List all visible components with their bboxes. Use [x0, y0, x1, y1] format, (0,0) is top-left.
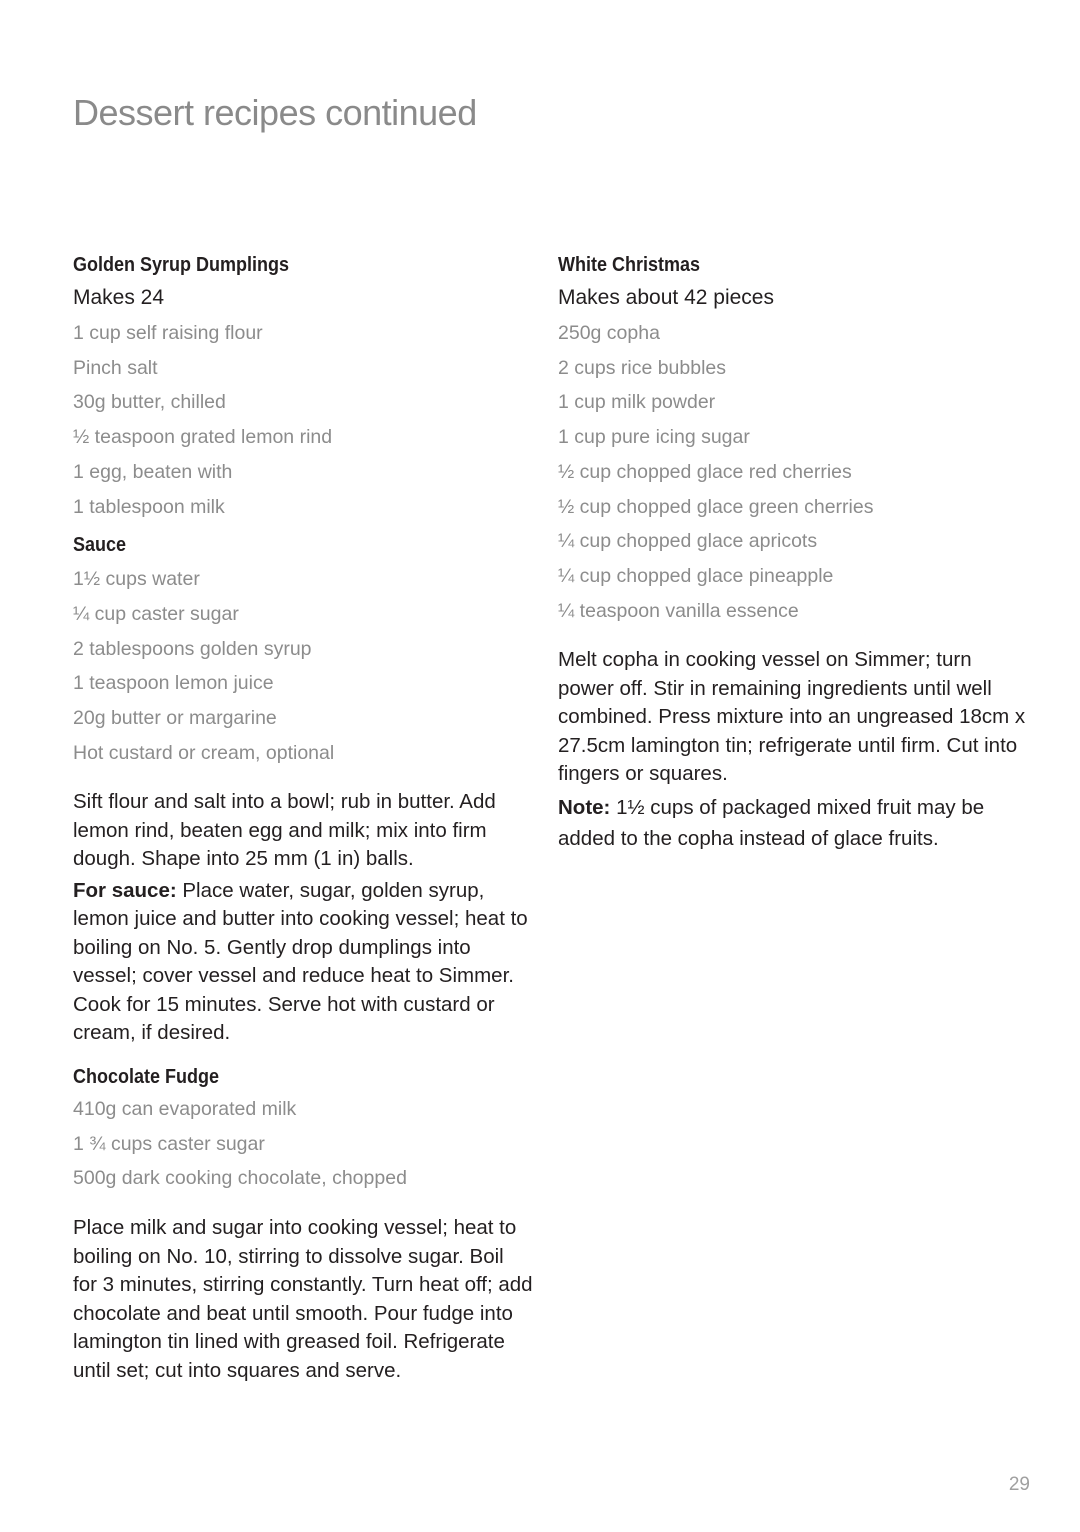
note-label: Note: [558, 795, 611, 819]
ingredient-item: 30g butter, chilled [73, 391, 226, 414]
ingredient-item: Pinch salt [73, 356, 158, 379]
note-text [558, 792, 1028, 854]
sauce-method-text [73, 877, 533, 1048]
recipe-yield: Makes 24 [73, 286, 165, 309]
ingredient-item: ¼ teaspoon vanilla essence [558, 599, 799, 622]
ingredient-item: ½ teaspoon grated lemon rind [73, 426, 333, 449]
sauce-method-label: For sauce: [73, 878, 177, 902]
ingredient-item: 1 teaspoon lemon juice [73, 672, 274, 695]
page-number: 29 [1008, 1474, 1030, 1495]
ingredient-item: 2 cups rice bubbles [558, 356, 727, 379]
ingredient-item: Hot custard or cream, optional [73, 741, 335, 764]
note-body: 1½ cups of packaged mixed fruit may be added to the copha instead of glace fruits. [558, 795, 985, 850]
ingredient-item: 410g can evaporated milk [73, 1097, 297, 1120]
ingredient-item: ½ cup chopped glace red cherries [558, 460, 852, 483]
method-text: Melt copha in cooking vessel on Simmer; turn power off. Stir in remaining ingredients until well combined. Press mixture into an ungreased 18cm x 27.5cm lamington tin; refrigerate until firm. Cut into fingers or squares. [558, 648, 1026, 786]
ingredient-list [558, 316, 1028, 628]
ingredient-item: 1½ cups water [73, 568, 200, 591]
ingredient-item: 1 cup milk powder [558, 391, 716, 414]
recipe-title-chocolate-fudge: Chocolate Fudge [73, 1065, 220, 1088]
ingredient-list [73, 1092, 533, 1196]
ingredient-item: 500g dark cooking chocolate, chopped [73, 1167, 407, 1190]
ingredient-item: 1 tablespoon milk [73, 495, 225, 518]
ingredient-item: 1 cup pure icing sugar [558, 426, 750, 449]
ingredient-item: 2 tablespoons golden syrup [73, 637, 312, 660]
right-column [558, 250, 1028, 854]
method-text: Sift flour and salt into a bowl; rub in butter. Add lemon rind, beaten egg and milk; mix into firm dough. Shape into 25 mm (1 in) balls. [73, 790, 496, 871]
sauce-heading: Sauce [73, 534, 127, 557]
ingredient-item: 1 cup self raising flour [73, 322, 263, 344]
ingredient-item: ¼ cup caster sugar [73, 602, 239, 625]
ingredient-item: 20g butter or margarine [73, 707, 277, 730]
ingredient-item: ½ cup chopped glace green cherries [558, 495, 874, 518]
page-title: Dessert recipes continued [73, 92, 477, 134]
ingredient-item: 1 egg, beaten with [73, 460, 233, 483]
method-text: Place milk and sugar into cooking vessel; heat to boiling on No. 10, stirring to dissolve sugar. Boil for 3 minutes, stirring constantly. Turn heat off; add chocolate and beat until smooth. Pour fudge into lamington tin lined with greased foil. Refrigerate until set; cut into squares and serve. [73, 1216, 533, 1382]
recipe-yield: Makes about 42 pieces [558, 286, 774, 309]
recipe-title-golden-syrup-dumplings: Golden Syrup Dumplings [73, 254, 290, 276]
sauce-ingredient-list [73, 562, 533, 770]
sauce-method-body: Place water, sugar, golden syrup, lemon juice and butter into cooking vessel; heat to boiling on No. 5. Gently drop dumplings into vessel; cover vessel and reduce heat to Simmer. Cook for 15 minutes. Serve hot with custard or cream, if desired. [73, 878, 528, 1045]
ingredient-item: 250g copha [558, 322, 660, 344]
recipe-title-white-christmas: White Christmas [558, 254, 701, 276]
ingredient-item: ¼ cup chopped glace pineapple [558, 564, 834, 587]
ingredient-item: 1 ¾ cups caster sugar [73, 1132, 265, 1155]
ingredient-list [73, 316, 533, 524]
ingredient-item: ¼ cup chopped glace apricots [558, 530, 818, 553]
left-column [73, 250, 533, 1385]
